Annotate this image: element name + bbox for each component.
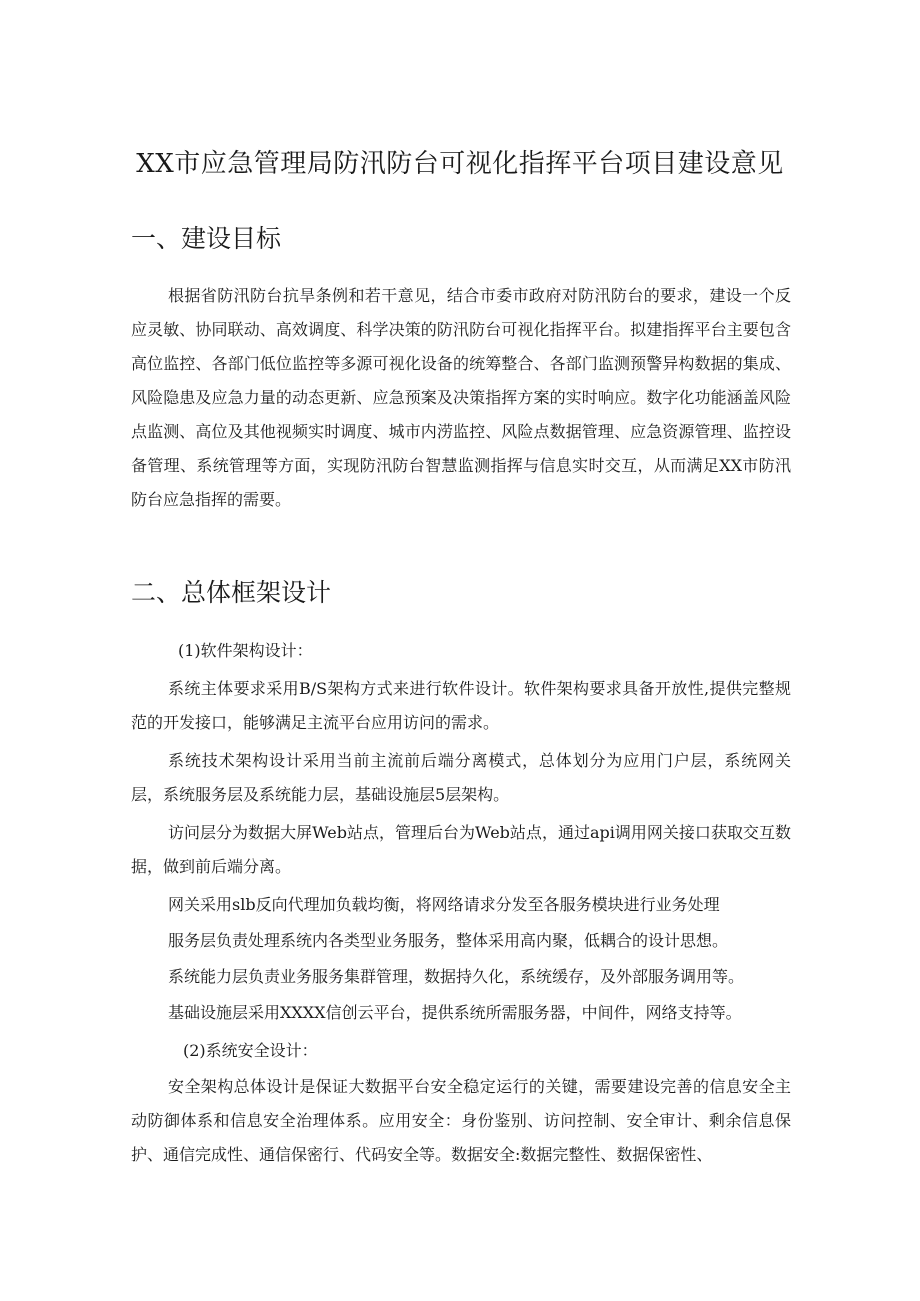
software-paragraph-7: 基础设施层采用XXXX信创云平台，提供系统所需服务器，中间件，网络支持等。 bbox=[168, 1003, 742, 1022]
security-paragraph: 安全架构总体设计是保证大数据平台安全稳定运行的关键，需要建设完善的信息安全主动防御体系和信息安全治理体系。应用安全：身份鉴别、访问控制、安全审计、剩余信息保护、通信完成性、通信保密行、代码安全等。数据安全:数据完整性、数据保密性、 bbox=[131, 1077, 791, 1164]
section-heading-goals: 一、建设目标 bbox=[131, 224, 282, 253]
software-paragraph-2: 系统技术架构设计采用当前主流前后端分离模式，总体划分为应用门户层，系统网关层，系统服务层及系统能力层，基础设施层5层架构。 bbox=[131, 751, 791, 804]
software-paragraph-6: 系统能力层负责业务服务集群管理，数据持久化，系统缓存，及外部服务调用等。 bbox=[168, 967, 745, 986]
software-paragraph-4: 网关采用slb反向代理加负载均衡，将网络请求分发至各服务模块进行业务处理 bbox=[168, 895, 720, 914]
software-paragraph-5: 服务层负责处理系统内各类型业务服务，整体采用高内聚，低耦合的设计思想。 bbox=[168, 931, 729, 950]
goals-paragraph: 根据省防汛防台抗旱条例和若干意见，结合市委市政府对防汛防台的要求，建设一个反应灵敏、协同联动、高效调度、科学决策的防汛防台可视化指挥平台。拟建指挥平台主要包含高位监控、各部门低位监控等多源可视化设备的统筹整合、各部门监测预警异构数据的集成、风险隐患及应急力量的动态更新、应急预案及决策指挥方案的实时响应。数字化功能涵盖风险点监测、高位及其他视频实时调度、城市内涝监控、风险点数据管理、应急资源管理、监控设备管理、系统管理等方面，实现防汛防台智慧监测指挥与信息实时交互，从而满足XX市防汛防台应急指挥的需要。 bbox=[131, 286, 791, 509]
subsection-label-security-design: (2)系统安全设计： bbox=[183, 1041, 318, 1060]
software-paragraph-3: 访问层分为数据大屏Web站点，管理后台为Web站点，通过api调用网关接口获取交互数据，做到前后端分离。 bbox=[131, 823, 791, 876]
document-title: XX市应急管理局防汛防台可视化指挥平台项目建设意见 bbox=[136, 149, 784, 179]
subsection-label-software-architecture: (1)软件架构设计： bbox=[178, 641, 313, 660]
section-heading-framework: 二、总体框架设计 bbox=[131, 578, 332, 607]
software-paragraph-1: 系统主体要求采用B/S架构方式来进行软件设计。软件架构要求具备开放性,提供完整规范的开发接口，能够满足主流平台应用访问的需求。 bbox=[131, 679, 791, 732]
